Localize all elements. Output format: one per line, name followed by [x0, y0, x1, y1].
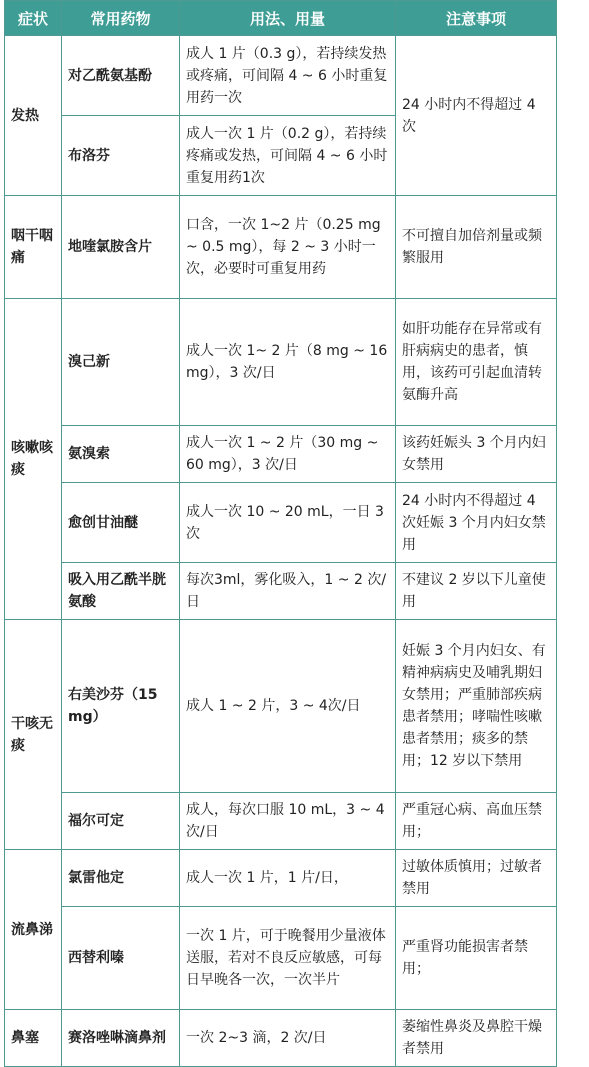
table-row [5, 620, 557, 793]
drug-name-cell: 溴己新 [62, 299, 180, 426]
note-cell: 不可擅自加倍剂量或频繁服用 [396, 196, 557, 299]
table-row [5, 793, 557, 850]
usage-cell: 成人一次 1 ~ 2 片（30 mg ~ 60 mg），3 次/日 [180, 426, 396, 483]
usage-cell: 成人一次 10 ~ 20 mL，一日 3 次 [180, 483, 396, 563]
note-cell: 不建议 2 岁以下儿童使用 [396, 563, 557, 620]
note-cell: 严重肾功能损害者禁用； [396, 907, 557, 1010]
note-cell: 严重冠心病、高血压禁用； [396, 793, 557, 850]
drug-name-cell: 愈创甘油醚 [62, 483, 180, 563]
drug-name-cell: 氯雷他定 [62, 850, 180, 907]
drug-name-cell: 西替利嗪 [62, 907, 180, 1010]
drug-name-cell: 福尔可定 [62, 793, 180, 850]
drug-name-cell: 地喹氯胺含片 [62, 196, 180, 299]
note-cell: 萎缩性鼻炎及鼻腔干燥者禁用 [396, 1010, 557, 1067]
table-row [5, 850, 557, 907]
table-row [5, 907, 557, 1010]
note-cell: 如肝功能存在异常或有肝病病史的患者，慎用，该药可引起血清转氨酶升高 [396, 299, 557, 426]
header-notes: 注意事项 [396, 1, 557, 36]
note-cell: 24 小时内不得超过 4 次妊娠 3 个月内妇女禁用 [396, 483, 557, 563]
usage-cell: 成人一次 1~ 2 片（8 mg ~ 16 mg），3 次/日 [180, 299, 396, 426]
usage-cell: 一次 2~3 滴，2 次/日 [180, 1010, 396, 1067]
table-row [5, 563, 557, 620]
note-cell: 妊娠 3 个月内妇女、有精神病病史及哺乳期妇女禁用；严重肺部疾病患者禁用；哮喘性咳嗽患者禁用；痰多的禁用；12 岁以下禁用 [396, 620, 557, 793]
drug-name-cell: 对乙酰氨基酚 [62, 36, 180, 116]
symptom-cell: 咳嗽咳痰 [5, 299, 62, 620]
table-row [5, 483, 557, 563]
header-symptom: 症状 [5, 1, 62, 36]
symptom-cell: 流鼻涕 [5, 850, 62, 1010]
header-row [5, 1, 557, 36]
usage-cell: 成人 1 ~ 2 片，3 ~ 4次/日 [180, 620, 396, 793]
usage-cell: 每次3ml，雾化吸入，1 ~ 2 次/日 [180, 563, 396, 620]
table-row [5, 36, 557, 116]
drug-name-cell: 吸入用乙酰半胱氨酸 [62, 563, 180, 620]
usage-cell: 成人 1 片（0.3 g），若持续发热或疼痛，可间隔 4 ~ 6 小时重复用药一次 [180, 36, 396, 116]
drug-name-cell: 氨溴索 [62, 426, 180, 483]
table-row [5, 196, 557, 299]
table-row [5, 1010, 557, 1067]
header-drug: 常用药物 [62, 1, 180, 36]
symptom-cell: 咽干咽痛 [5, 196, 62, 299]
note-cell: 24 小时内不得超过 4 次 [396, 36, 557, 196]
usage-cell: 成人一次 1 片（0.2 g），若持续疼痛或发热，可间隔 4 ~ 6 小时重复用药1次 [180, 116, 396, 196]
usage-cell: 一次 1 片，可于晚餐用少量液体送服，若对不良反应敏感，可每日早晚各一次，一次半片 [180, 907, 396, 1010]
usage-cell: 成人一次 1 片，1 片/日， [180, 850, 396, 907]
drug-name-cell: 右美沙芬（15 mg） [62, 620, 180, 793]
note-cell: 过敏体质慎用；过敏者禁用 [396, 850, 557, 907]
medication-table [4, 0, 557, 1067]
symptom-cell: 鼻塞 [5, 1010, 62, 1067]
table-row [5, 299, 557, 426]
table-row [5, 426, 557, 483]
drug-name-cell: 布洛芬 [62, 116, 180, 196]
drug-name-cell: 赛洛唑啉滴鼻剂 [62, 1010, 180, 1067]
note-cell: 该药妊娠头 3 个月内妇女禁用 [396, 426, 557, 483]
usage-cell: 成人，每次口服 10 mL，3 ~ 4 次/日 [180, 793, 396, 850]
header-usage: 用法、用量 [180, 1, 396, 36]
usage-cell: 口含，一次 1~2 片（0.25 mg ~ 0.5 mg），每 2 ~ 3 小时一次，必要时可重复用药 [180, 196, 396, 299]
symptom-cell: 干咳无痰 [5, 620, 62, 850]
symptom-cell: 发热 [5, 36, 62, 196]
